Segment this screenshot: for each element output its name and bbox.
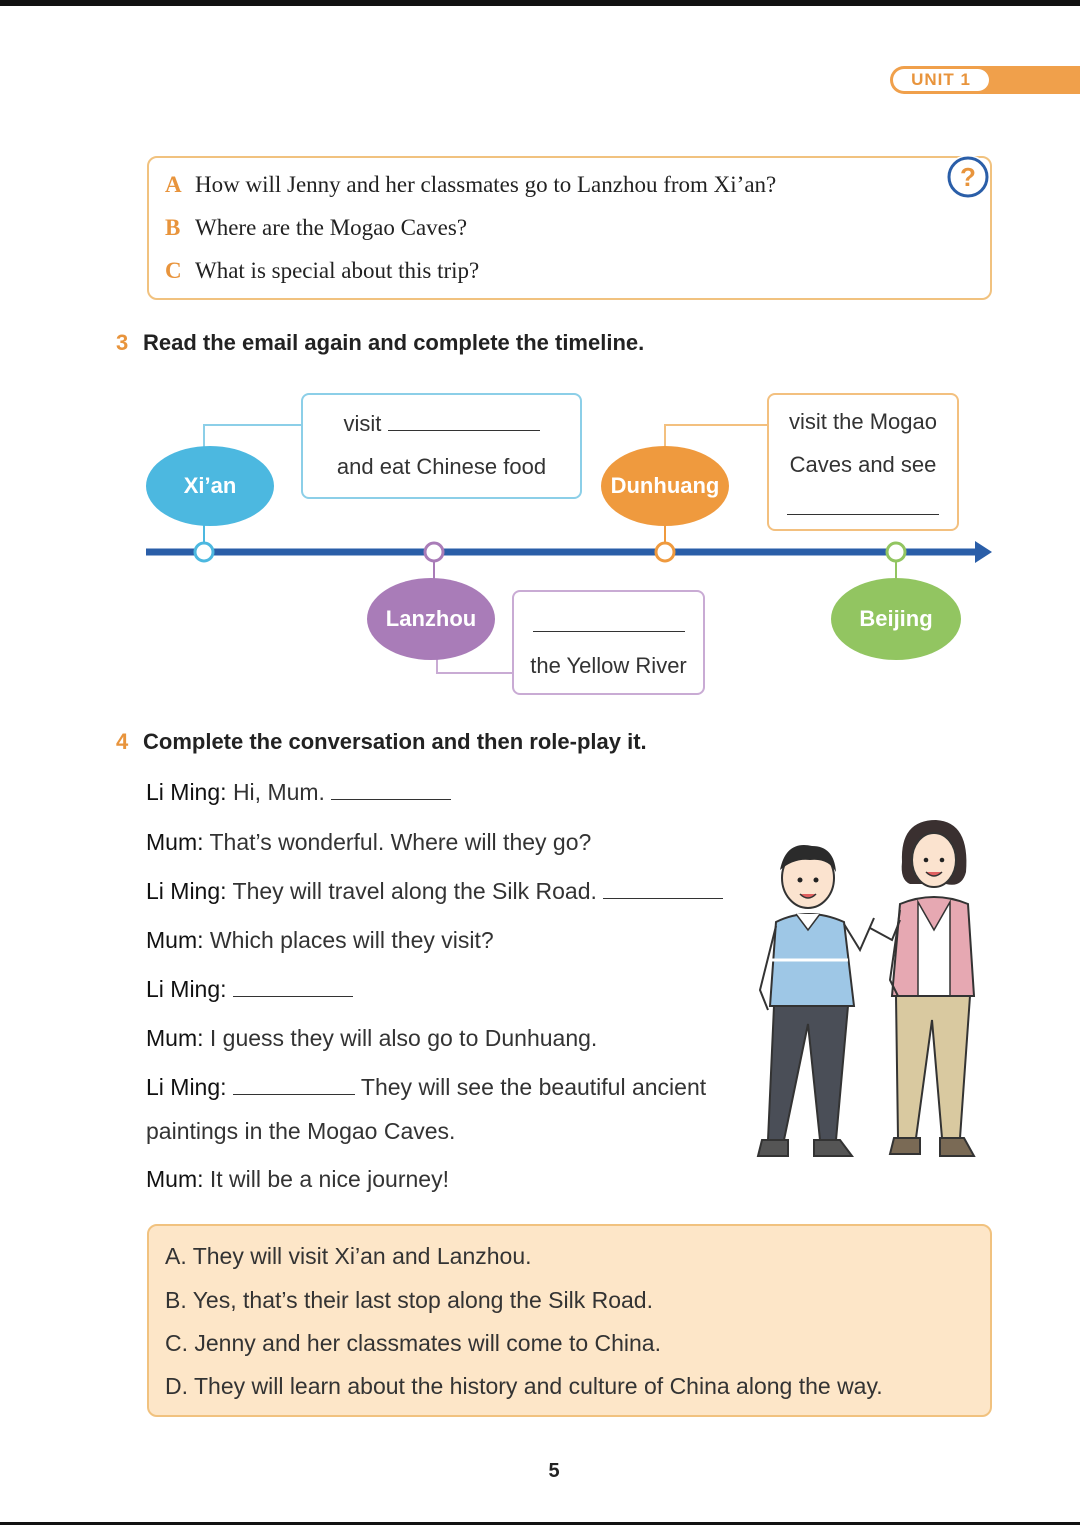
lanzhou-connector: [437, 656, 514, 673]
dunhuang-activity-box: [767, 393, 959, 531]
conversation-line: Li Ming: Hi, Mum.: [146, 779, 451, 806]
blank-line[interactable]: [603, 884, 723, 899]
section-4-number: 4: [116, 729, 129, 754]
section-3-title: Read the email again and complete the timeline.: [143, 330, 645, 355]
question-mark-icon: [946, 155, 990, 199]
blank-line[interactable]: [388, 416, 540, 431]
beijing-point: [887, 543, 905, 561]
node-dunhuang: Dunhuang: [601, 446, 729, 526]
conversation-line: Li Ming: They will travel along the Silk Road.: [146, 878, 723, 905]
svg-text:?: ?: [960, 162, 976, 192]
conversation-line: Li Ming:: [146, 976, 353, 1003]
xian-activity-box: [301, 393, 582, 499]
xian-activity-line1: visit: [303, 411, 580, 437]
blank-line[interactable]: [533, 617, 685, 632]
conversation-line: Mum: I guess they will also go to Dunhuang.: [146, 1025, 598, 1051]
section-3-number: 3: [116, 330, 129, 355]
dunhuang-activity-line2: Caves and see: [789, 452, 937, 477]
blank-line[interactable]: [233, 1080, 355, 1095]
xian-connector: [204, 425, 303, 448]
timeline-arrow: [975, 541, 992, 563]
blank-line[interactable]: [331, 785, 451, 800]
boy-and-mum-illustration: [750, 810, 990, 1180]
question-a: A How will Jenny and her classmates go to Lanzhou from Xi’an?: [165, 172, 777, 197]
blank-line[interactable]: [233, 982, 353, 997]
boy-figure: [758, 845, 874, 1156]
lanzhou-blank-row: [514, 612, 703, 638]
conversation-line: Li Ming: They will see the beautiful ancient: [146, 1074, 707, 1100]
section-4-title: Complete the conversation and then role-play it.: [143, 729, 647, 754]
lanzhou-point: [425, 543, 443, 561]
node-lanzhou: Lanzhou: [367, 578, 495, 660]
dunhuang-point: [656, 543, 674, 561]
question-b: B Where are the Mogao Caves?: [165, 215, 468, 240]
node-xian: Xi’an: [146, 446, 274, 526]
dunhuang-activity-line1: visit the Mogao: [789, 409, 937, 434]
option-d: D. They will learn about the history and culture of China along the way.: [165, 1373, 883, 1399]
conversation-line: Mum: That’s wonderful. Where will they go?: [146, 829, 592, 855]
mum-figure: [870, 820, 974, 1156]
conversation-line: paintings in the Mogao Caves.: [146, 1118, 456, 1144]
lanzhou-activity-line2: the Yellow River: [530, 653, 687, 678]
question-c: C What is special about this trip?: [165, 258, 480, 283]
node-beijing: Beijing: [831, 578, 961, 660]
conversation-line: Mum: It will be a nice journey!: [146, 1166, 449, 1192]
lanzhou-activity-box: [512, 590, 705, 695]
unit-label: UNIT 1: [893, 69, 989, 91]
top-border: [0, 0, 1080, 6]
xian-activity-line2: and eat Chinese food: [336, 454, 547, 479]
option-a: A. They will visit Xi’an and Lanzhou.: [165, 1243, 532, 1269]
option-b: B. Yes, that’s their last stop along the Silk Road.: [165, 1287, 653, 1313]
option-c: C. Jenny and her classmates will come to China.: [165, 1330, 661, 1356]
blank-line[interactable]: [787, 500, 939, 515]
conversation-line: Mum: Which places will they visit?: [146, 927, 494, 953]
xian-point: [195, 543, 213, 561]
page-number: 5: [548, 1460, 560, 1482]
dunhuang-blank-row: [769, 495, 957, 521]
dunhuang-connector: [665, 425, 769, 448]
